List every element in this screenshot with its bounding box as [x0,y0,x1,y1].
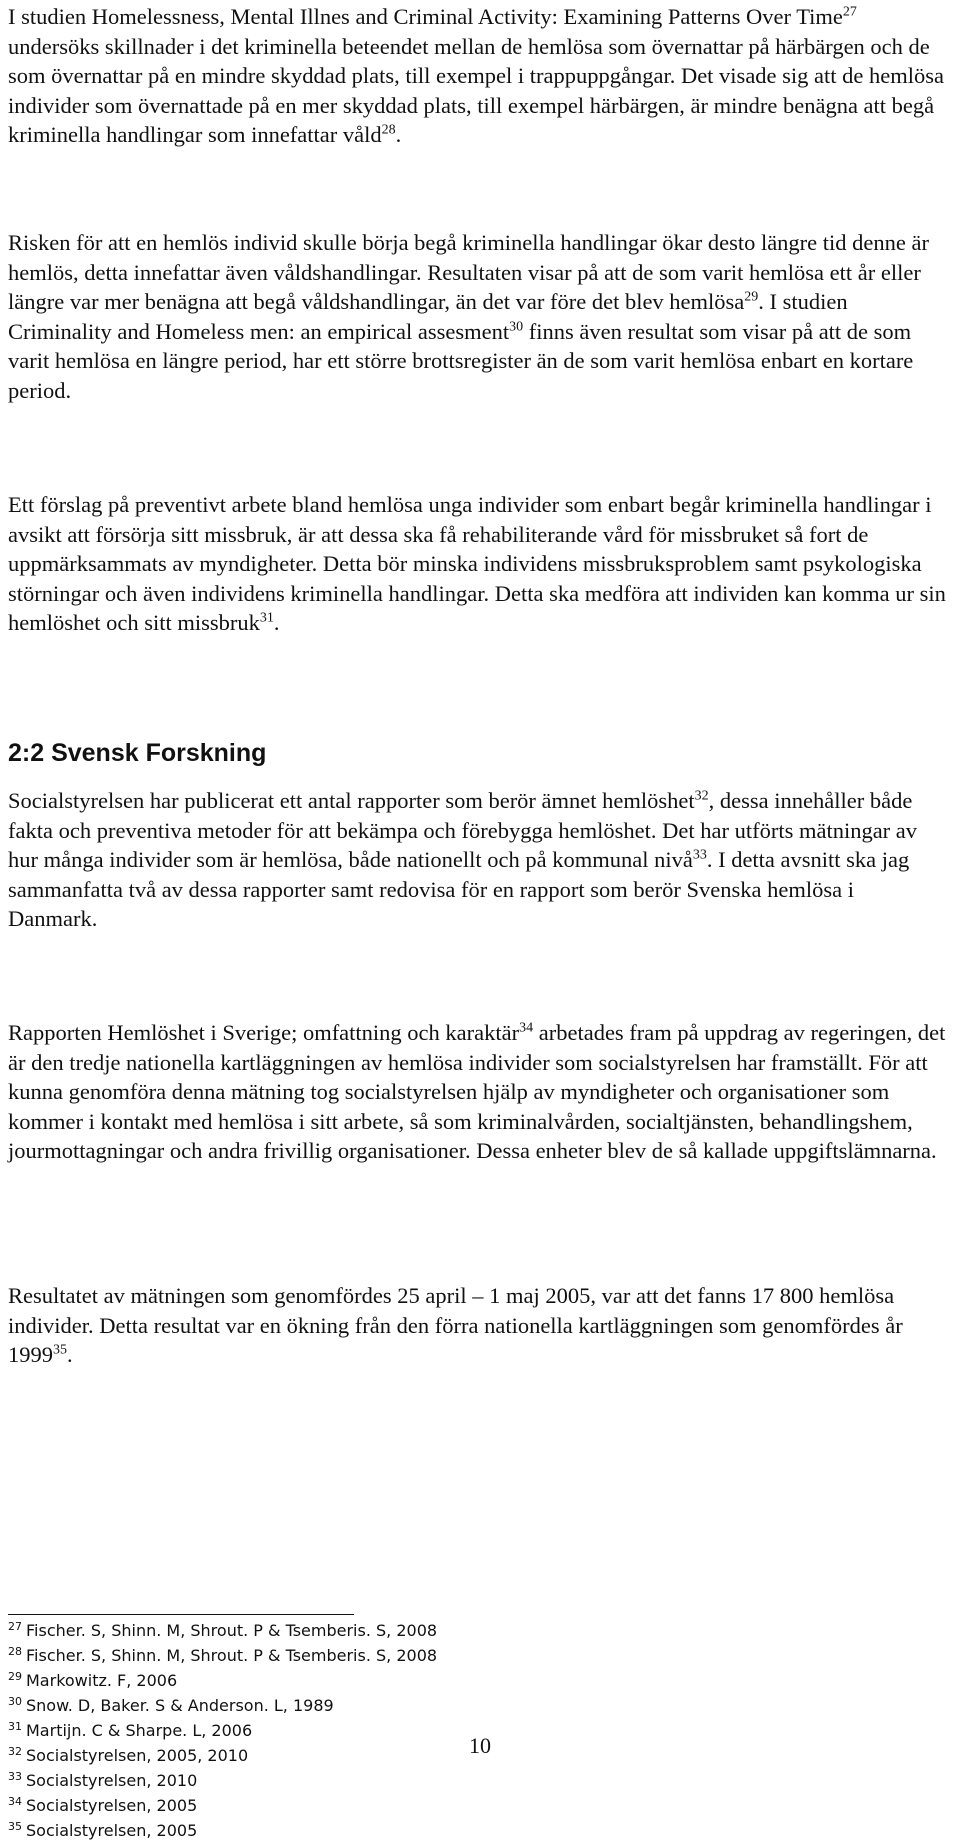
footnote-text: Socialstyrelsen, 2005, 2010 [26,1746,249,1765]
text-run: Resultatet av mätningen som genomfördes 25 april – 1 maj 2005, var att det fanns 17 800 hemlösa individer. Detta resultat var en ökning från den förra nationella kartläggningen som genomfördes år 1999 [8,1283,903,1367]
paragraph-homelessness-study [8,2,948,150]
paragraph-risk [8,228,948,405]
footnote-ref[interactable]: 27 [842,4,857,20]
footnote-number: 33 [8,1769,22,1783]
text-run: . [67,1342,73,1367]
footnote-number: 31 [8,1719,22,1733]
text-run: Socialstyrelsen har publicerat ett antal rapporter som berör ämnet hemlöshet [8,788,695,813]
text-run: , dessa innehåller både fakta och preventiva metoder för att bekämpa och förebygga hemlöshet. Det har utförts mätningar av hur många individer som är hemlösa, både nationellt och på kommunal nivå [8,788,918,872]
footnote-separator [8,1614,354,1615]
footnote-text: Fischer. S, Shinn. M, Shrout. P & Tsemberis. S, 2008 [26,1646,438,1665]
footnote-ref[interactable]: 33 [692,847,707,863]
footnote-text: Socialstyrelsen, 2010 [26,1771,198,1790]
text-run: finns även resultat som visar på att de som varit hemlösa en längre period, har ett större brottsregister än de som varit hemlösa enbart en kortare period. [8,318,914,403]
footnote-item [8,1618,437,1643]
footnote-text: Socialstyrelsen, 2005 [26,1796,198,1815]
footnote-ref[interactable]: 35 [53,1342,67,1358]
section-heading: 2:2 Svensk Forskning [8,739,267,767]
paragraph-preventive-work [8,490,948,638]
paragraph-report [8,1018,948,1166]
footnote-number: 34 [8,1794,22,1808]
footnote-number: 27 [8,1619,22,1633]
footnote-ref[interactable]: 28 [381,122,396,138]
text-run: arbetades fram på uppdrag av regeringen, det är den tredje nationella kartläggningen av hemlösa individer som socialstyrelsen har framställt. För att kunna genomföra denna mätning tog socialstyrelsen hjälp av myndigheter och organisationer som kommer i kontakt med hemlösa i sitt arbete, så som kriminalvården, socialtjänsten, behandlingshem, jourmottagningar och andra frivillig organisationer. Dessa enheter blev de så kallade uppgiftslämnarna. [8,1020,946,1163]
footnote-text: Markowitz. F, 2006 [26,1671,178,1690]
footnote-ref[interactable]: 30 [509,319,524,334]
text-run: Ett förslag på preventivt arbete bland hemlösa unga individer som enbart begår kriminella handlingar i avsikt att försörja sitt missbruk, är att dessa ska få rehabiliterande vård för missbruket så fort de uppmärksammats av myndigheter. Detta bör minska individens missbruksproblem samt psykologiska störningar och även individens kriminella handlingar. Detta ska medföra att individen kan komma ur sin hemlöshet och sitt missbruk [8,492,946,635]
footnote-number: 29 [8,1669,22,1683]
footnote-ref[interactable]: 32 [694,788,709,804]
footnote-number: 35 [8,1819,22,1833]
footnote-text: Snow. D, Baker. S & Anderson. L, 1989 [26,1696,334,1715]
text-run: . [395,122,402,147]
text-run: undersöks skillnader i det kriminella beteendet mellan de hemlösa som övernattar på härbärgen och de som övernattar på en mindre skyddad plats, till exempel i trappuppgångar. Det visade sig att de hemlösa individer som övernattade på en mer skyddad plats, till exempel härbärgen, är mindre benägna att begå kriminella handlingar som innefattar våld [8,33,945,147]
footnote-ref[interactable]: 31 [259,610,274,626]
paragraph-socialstyrelsen [8,786,948,934]
footnote-text: Socialstyrelsen, 2005 [26,1821,198,1840]
text-run: I studien Homelessness, Mental Illnes and Criminal Activity: Examining Patterns Over Time [8,4,843,29]
footnote-item [8,1793,437,1818]
text-run: . I detta avsnitt ska jag sammanfatta två av dessa rapporter samt redovisa för en rapport som berör Svenska hemlösa i Danmark. [8,847,910,931]
text-run: . I studien Criminality and Homeless men: an empirical assesment [8,289,848,344]
footnote-list [8,1618,437,1843]
footnote-text: Martijn. C & Sharpe. L, 2006 [26,1721,253,1740]
footnote-text: Fischer. S, Shinn. M, Shrout. P & Tsemberis. S, 2008 [26,1621,438,1640]
footnote-number: 32 [8,1744,22,1758]
footnote-item [8,1818,437,1843]
footnote-item [8,1768,437,1793]
footnote-item [8,1693,437,1718]
footnote-item [8,1643,437,1668]
page-number: 10 [469,1733,491,1758]
footnote-item [8,1668,437,1693]
text-run: Rapporten Hemlöshet i Sverige; omfattning och karaktär [8,1020,520,1045]
footnote-number: 30 [8,1694,22,1708]
footnote-number: 28 [8,1644,22,1658]
text-run: . [273,610,280,635]
footnote-ref[interactable]: 29 [744,289,759,305]
paragraph-result [8,1281,948,1370]
footnote-ref[interactable]: 34 [519,1020,534,1036]
text-run: Risken för att en hemlös individ skulle börja begå kriminella handlingar ökar desto längre tid denne är hemlös, detta innefattar även våldshandlingar. Resultaten visar på att de som varit hemlösa ett år eller längre var mer benägna att begå våldshandlingar, än det var före det blev hemlösa [8,230,929,314]
